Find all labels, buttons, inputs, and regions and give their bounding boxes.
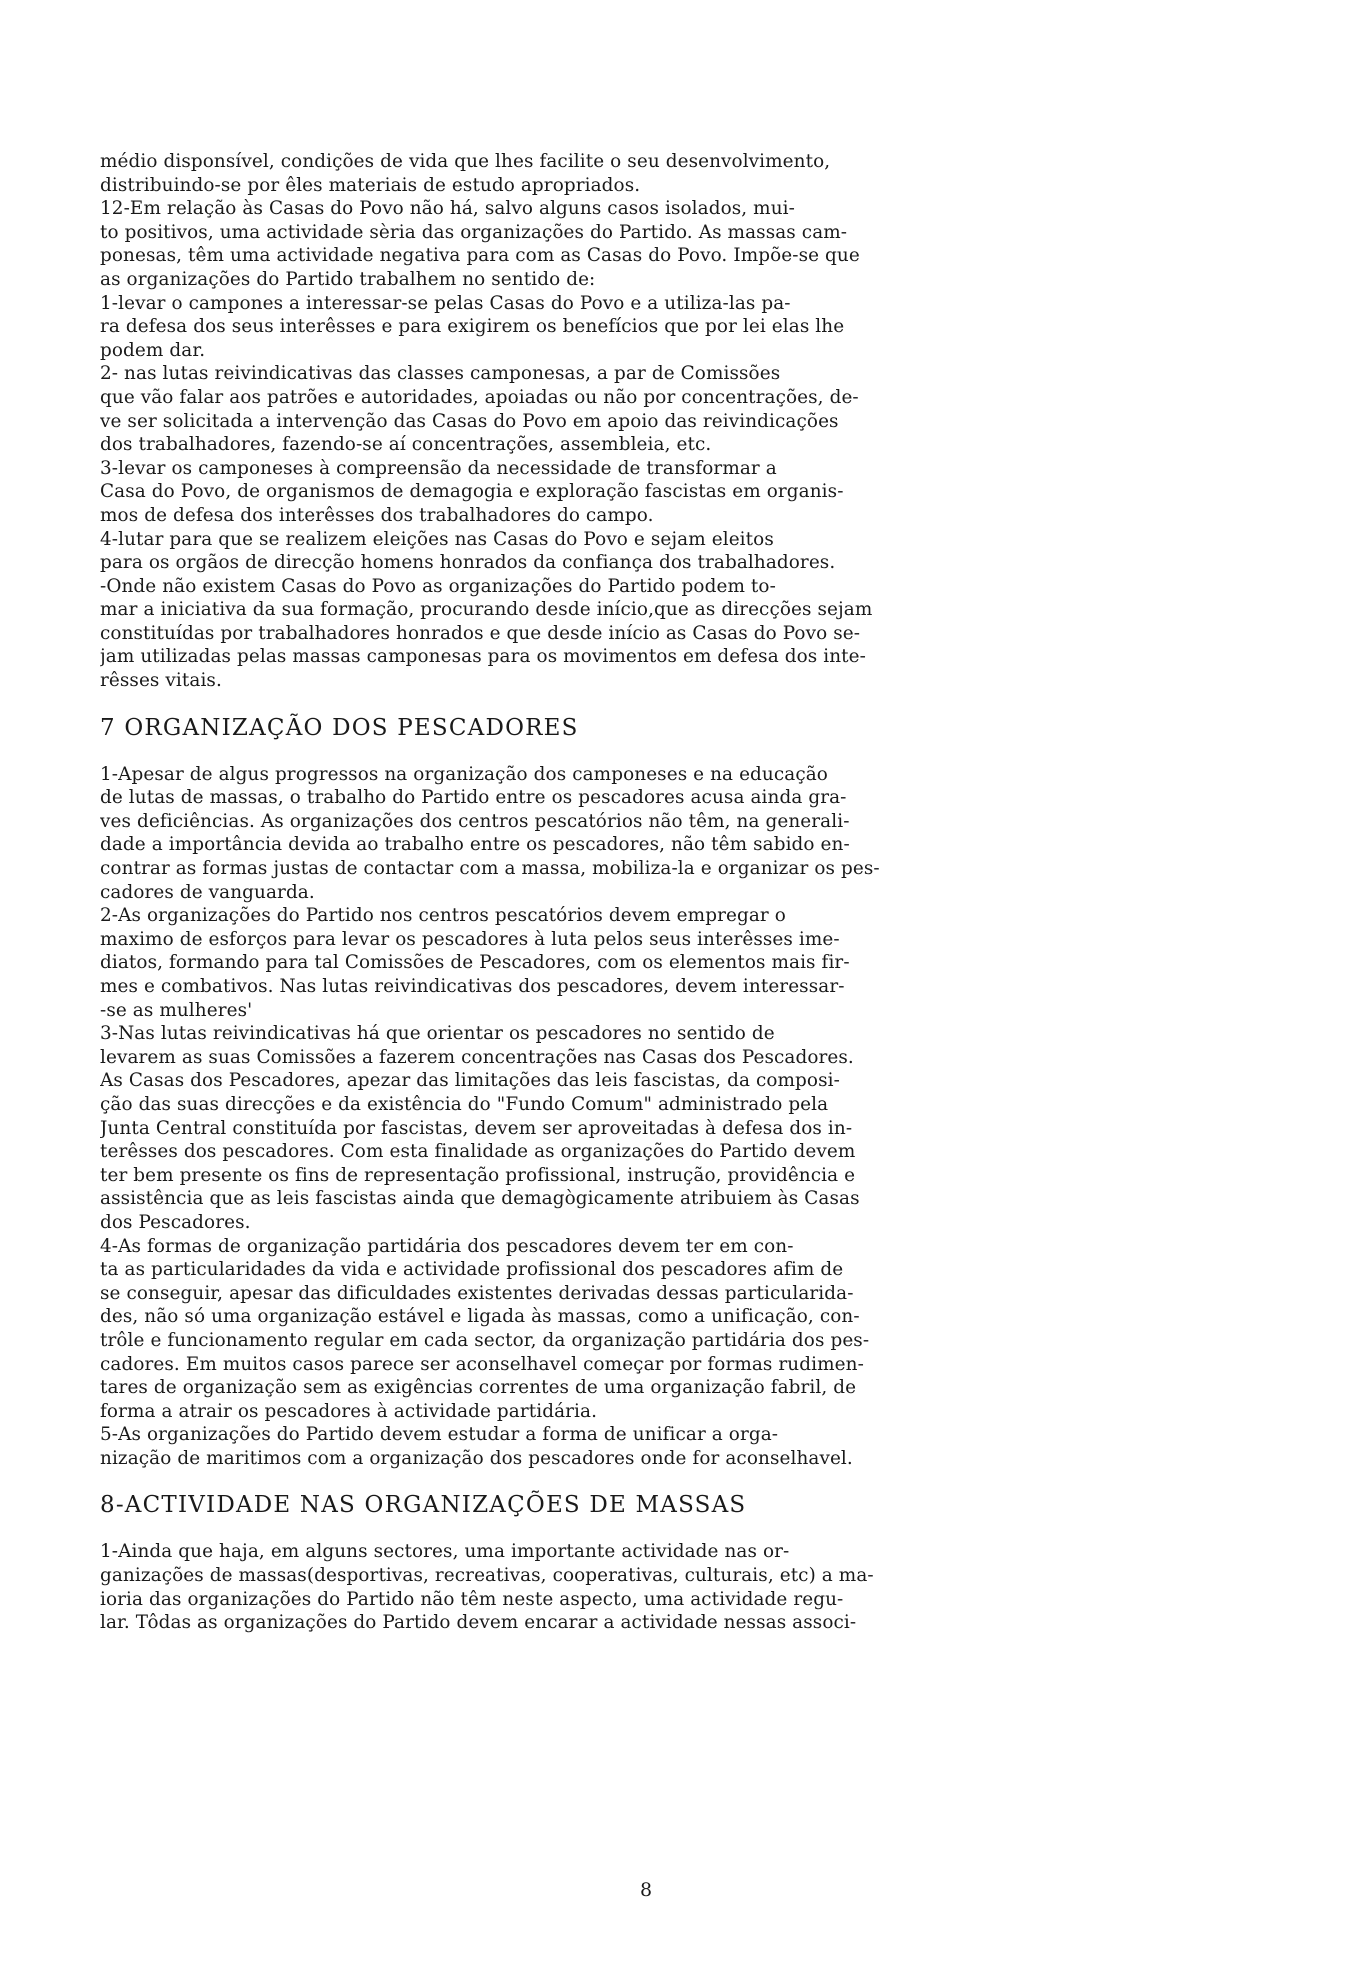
text-block (100, 150, 1230, 693)
text-line: distribuindo-se por êles materiais de estudo apropriados. (100, 174, 641, 196)
text-line: constituídas por trabalhadores honrados e que desde início as Casas do Povo se- (100, 622, 861, 644)
text-line: 4-lutar para que se realizem eleições nas Casas do Povo e sejam eleitos (100, 528, 774, 550)
text-line: ponesas, têm uma actividade negativa para com as Casas do Povo. Impõe-se que (100, 245, 860, 267)
document-body (100, 150, 1230, 1635)
section-heading: 7 ORGANIZAÇÃO DOS PESCADORES (100, 714, 579, 741)
text-line: 4-As formas de organização partidária dos pescadores devem ter em con- (100, 1235, 794, 1257)
text-line: que vão falar aos patrões e autoridades, apoiadas ou não por concentrações, de- (100, 386, 859, 408)
text-line: 1-levar o campones a interessar-se pelas Casas do Povo e a utiliza-las pa- (100, 292, 791, 314)
text-line: diatos, formando para tal Comissões de Pescadores, com os elementos mais fir- (100, 952, 850, 974)
text-line: 5-As organizações do Partido devem estudar a forma de unificar a orga- (100, 1424, 779, 1446)
text-line: ioria das organizações do Partido não têm neste aspecto, uma actividade regu- (100, 1588, 844, 1610)
text-line: dos Pescadores. (100, 1211, 251, 1233)
text-line: to positivos, uma actividade sèria das organizações do Partido. As massas cam- (100, 221, 848, 243)
text-line: des, não só uma organização estável e ligada às massas, como a unificação, con- (100, 1306, 860, 1328)
page-number: 8 (640, 1879, 653, 1901)
text-line: ta as particularidades da vida e actividade profissional dos pescadores afim de (100, 1259, 844, 1281)
text-line: 3-Nas lutas reivindicativas há que orientar os pescadores no sentido de (100, 1023, 775, 1045)
text-line: ves deficiências. As organizações dos centros pescatórios não têm, na generali- (100, 810, 850, 832)
text-line: contrar as formas justas de contactar com a massa, mobiliza-la e organizar os pes- (100, 858, 880, 880)
text-line: mos de defesa dos interêsses dos trabalhadores do campo. (100, 504, 654, 526)
text-line: 1-Ainda que haja, em alguns sectores, uma importante actividade nas or- (100, 1541, 790, 1563)
text-line: jam utilizadas pelas massas camponesas para os movimentos em defesa dos inte- (100, 646, 866, 668)
text-line: cadores de vanguarda. (100, 881, 315, 903)
text-line: nização de maritimos com a organização dos pescadores onde for aconselhavel. (100, 1447, 853, 1469)
text-line: 2- nas lutas reivindicativas das classes camponesas, a par de Comissões (100, 363, 781, 385)
text-line: forma a atrair os pescadores à actividade partidária. (100, 1400, 598, 1422)
text-line: 1-Apesar de algus progressos na organização dos camponeses e na educação (100, 763, 828, 785)
text-line: dade a importância devida ao trabalho entre os pescadores, não têm sabido en- (100, 834, 850, 856)
text-line: ra defesa dos seus interêsses e para exigirem os benefícios que por lei elas lhe (100, 316, 845, 338)
text-line: trôle e funcionamento regular em cada sector, da organização partidária dos pes- (100, 1329, 870, 1351)
text-line: 3-levar os camponeses à compreensão da necessidade de transformar a (100, 457, 777, 479)
text-line: Casa do Povo, de organismos de demagogia e exploração fascistas em organis- (100, 481, 844, 503)
text-line: Junta Central constituída por fascistas, devem ser aproveitadas à defesa dos in- (100, 1117, 853, 1139)
text-line: tares de organização sem as exigências correntes de uma organização fabril, de (100, 1377, 857, 1399)
text-line: de lutas de massas, o trabalho do Partido entre os pescadores acusa ainda gra- (100, 787, 847, 809)
section-heading: 8-ACTIVIDADE NAS ORGANIZAÇÕES DE MASSAS (100, 1492, 747, 1519)
text-line: -se as mulheres' (100, 999, 253, 1021)
text-line: assistência que as leis fascistas ainda que demagògicamente atribuiem às Casas (100, 1188, 860, 1210)
text-line: mes e combativos. Nas lutas reivindicativas dos pescadores, devem interessar- (100, 976, 845, 997)
text-line: podem dar. (100, 339, 206, 361)
text-line: cadores. Em muitos casos parece ser aconselhavel começar por formas rudimen- (100, 1353, 864, 1375)
text-line: terêsses dos pescadores. Com esta finalidade as organizações do Partido devem (100, 1141, 856, 1163)
text-line: dos trabalhadores, fazendo-se aí concentrações, assembleia, etc. (100, 434, 712, 456)
text-line: levarem as suas Comissões a fazerem concentrações nas Casas dos Pescadores. (100, 1046, 854, 1068)
text-line: ve ser solicitada a intervenção das Casas do Povo em apoio das reivindicações (100, 410, 839, 432)
text-line: ter bem presente os fins de representação profissional, instrução, providência e (100, 1164, 856, 1186)
text-line: se conseguir, apesar das dificuldades existentes derivadas dessas particularida- (100, 1282, 854, 1304)
text-line: ganizações de massas(desportivas, recreativas, cooperativas, culturais, etc) a ma- (100, 1565, 874, 1587)
text-line: rêsses vitais. (100, 670, 222, 692)
text-line: 12-Em relação às Casas do Povo não há, salvo alguns casos isolados, mui- (100, 198, 795, 220)
text-block (100, 763, 1230, 1471)
text-line: mar a iniciativa da sua formação, procurando desde início,que as direcções sejam (100, 599, 873, 621)
text-line: -Onde não existem Casas do Povo as organizações do Partido podem to- (100, 575, 776, 597)
text-line: ção das suas direcções e da existência do "Fundo Comum" administrado pela (100, 1093, 829, 1115)
text-line: lar. Tôdas as organizações do Partido devem encarar a actividade nessas associ- (100, 1612, 857, 1634)
text-line: médio disponsível, condições de vida que lhes facilite o seu desenvolvimento, (100, 151, 831, 172)
text-line: para os orgãos de direcção homens honrados da confiança dos trabalhadores. (100, 552, 836, 574)
text-line: maximo de esforços para levar os pescadores à luta pelos seus interêsses ime- (100, 928, 840, 950)
text-line: 2-As organizações do Partido nos centros pescatórios devem empregar o (100, 905, 786, 927)
text-line: as organizações do Partido trabalhem no sentido de: (100, 268, 596, 290)
text-line: As Casas dos Pescadores, apezar das limitações das leis fascistas, da composi- (100, 1070, 840, 1092)
text-block (100, 1540, 1230, 1634)
